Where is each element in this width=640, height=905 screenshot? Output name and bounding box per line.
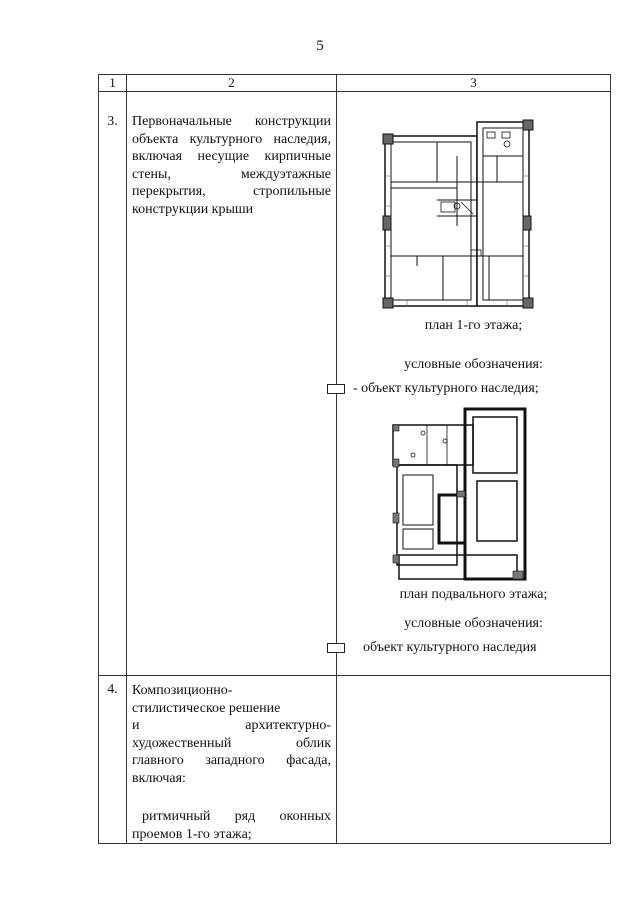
- description-line: главного западного фасада,: [132, 753, 331, 768]
- description-line: художественный облик: [132, 735, 331, 751]
- page-number: 5: [316, 38, 324, 54]
- legend2: [327, 640, 610, 656]
- description-line: стилистическое решение: [132, 700, 281, 716]
- row-figure-empty: [337, 676, 611, 844]
- description-line: перекрытия, стропильные: [132, 184, 331, 199]
- description-line: конструкции крыши: [132, 201, 254, 217]
- description-line: Первоначальные конструкции: [132, 114, 331, 129]
- row-figure: [337, 92, 611, 676]
- column-header: 1: [99, 75, 127, 92]
- row-number: 4.: [99, 676, 127, 844]
- row-number: 3.: [99, 92, 127, 676]
- plan2-caption: план подвального этажа;: [399, 587, 548, 602]
- legend2-title: условные обозначения:: [404, 616, 543, 631]
- description-line: объекта культурного наследия,: [132, 131, 331, 147]
- first-floor-plan: [337, 116, 609, 316]
- row-description: [127, 676, 337, 844]
- legend1-text: - объект культурного наследия;: [353, 381, 539, 396]
- description-line: и архитектурно-: [132, 718, 331, 733]
- legend1-title: условные обозначения:: [404, 357, 543, 372]
- legend1: [327, 381, 610, 397]
- table-row: [99, 92, 611, 676]
- description-line: ритмичный ряд оконных: [142, 809, 331, 824]
- description-line: стены, междуэтажные: [132, 166, 331, 182]
- column-header: 3: [337, 75, 611, 92]
- plan1-caption: план 1-го этажа;: [424, 318, 523, 333]
- heritage-table: [98, 74, 611, 844]
- table-row: [99, 676, 611, 844]
- legend-swatch-icon: [327, 384, 345, 394]
- description-line: Композиционно-: [132, 683, 233, 698]
- description-line: проемов 1-го этажа;: [132, 826, 252, 842]
- legend2-text: объект культурного наследия: [363, 640, 537, 655]
- legend-swatch-icon: [327, 643, 345, 653]
- table-header-row: [99, 75, 611, 92]
- basement-plan: [337, 405, 609, 585]
- description-line: включая несущие кирпичные: [132, 149, 331, 164]
- row-description: [127, 92, 337, 676]
- description-line: включая:: [132, 770, 186, 786]
- column-header: 2: [127, 75, 337, 92]
